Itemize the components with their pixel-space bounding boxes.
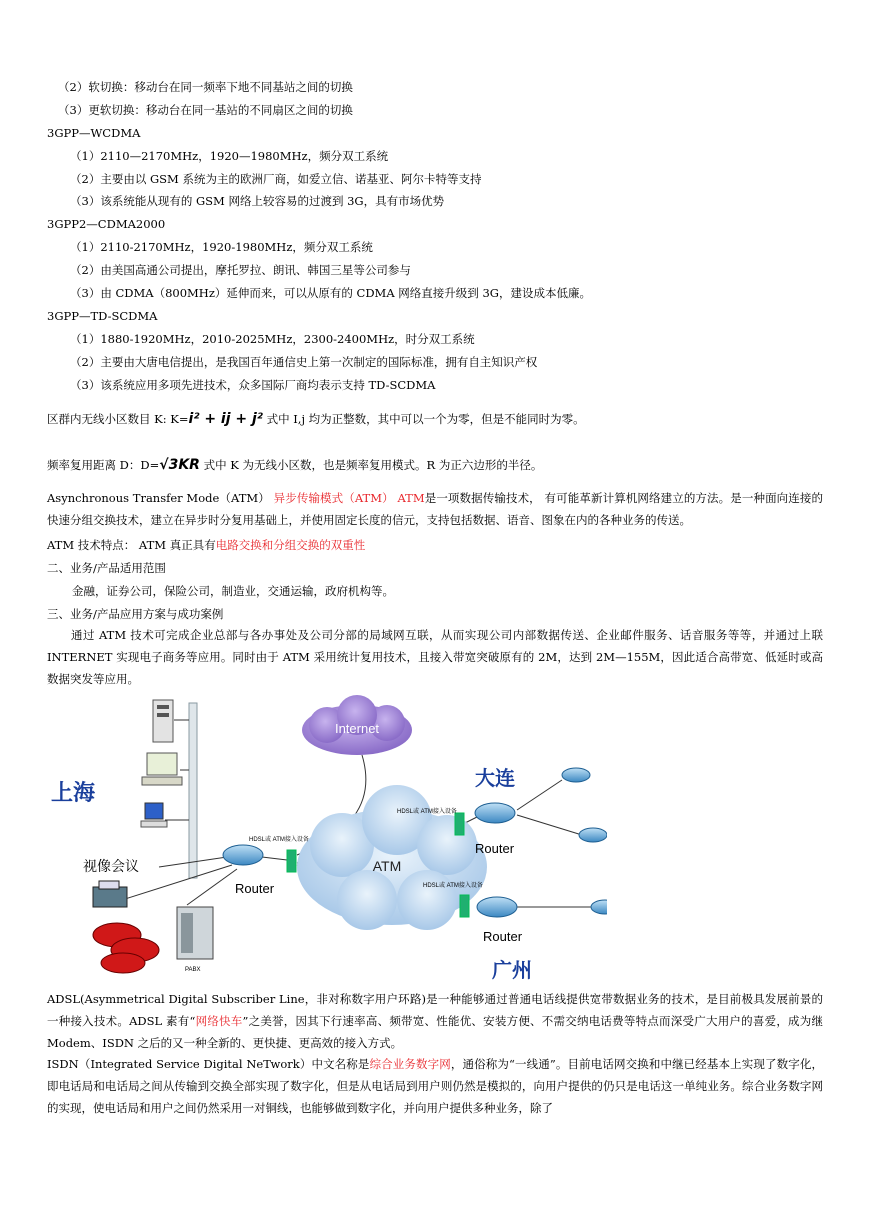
router-guangzhou-label: Router <box>483 929 523 944</box>
atm-network-diagram <box>47 695 607 985</box>
atm-description: 是一项数据传输技术， 有可能革新计算机网络建立的方法。是一种面向连接的快速分组交换技术，建立在异步时分复用基础上，并使用固定长度的信元，支持包括数据、语音、图象在内的各种业务的传送。 <box>47 491 824 527</box>
lan-backbone <box>189 703 197 878</box>
telephone-icon <box>93 923 159 973</box>
adsl-highlight: 网络快车 <box>195 1014 243 1028</box>
atm-term: Asynchronous Transfer Mode（ATM） <box>47 491 270 505</box>
formula-k-expr: i² + ij + j² <box>188 411 263 427</box>
pc-icon <box>141 803 167 827</box>
atm-features <box>47 537 365 553</box>
adsl-text-a: ADSL(Asymmetrical Digital Subscriber Line，非对称数字用户环路)是一种能够通过普通电话线提供宽带数据业务的技术，是目前极具发展前景的一种接入技术。ADSL 素有“ <box>47 992 823 1028</box>
pabx-label: PABX <box>185 967 201 973</box>
router-icon <box>223 845 263 865</box>
access-device-icon <box>455 813 464 835</box>
access-device-icon <box>460 895 469 917</box>
line-wcdma-2: （2）主要由以 GSM 系统为主的欧洲厂商，如爱立信、诺基亚、阿尔卡特等支持 <box>70 172 482 186</box>
adsl-paragraph <box>47 988 823 1054</box>
section-2-heading: 二、业务/产品适用范围 <box>47 561 166 575</box>
formula-d-line <box>47 457 542 473</box>
line-wcdma-3: （3）该系统能从现有的 GSM 网络上较容易的过渡到 3G，具有市场优势 <box>70 194 445 208</box>
video-conference-label: 视像会议 <box>83 858 139 874</box>
formula-k-prefix: 区群内无线小区数目 K: K= <box>47 412 189 426</box>
formula-k-suffix: 式中 I,j 均为正整数，其中可以一个为零，但是不能同时为零。 <box>262 412 585 426</box>
section-3-content: 通过 ATM 技术可完成企业总部与各办事处及公司分部的局域网互联，从而实现公司内部数据传送、企业邮件服务、话音服务等等，并通过上联 INTERNET 实现电子商务等应用。同时由于 ATM 采用统计复用技术，且接入带宽突破原有的 2M，达到 2M—155M，因此适合高带宽、低延时或高数据突发等应用。 <box>47 628 823 686</box>
heading-cdma2000: 3GPP2—CDMA2000 <box>47 217 166 231</box>
line-wcdma-1: （1）2110—2170MHz，1920—1980MHz，频分双工系统 <box>70 149 389 163</box>
atm-term-short: ATM <box>397 491 425 505</box>
section-3-heading: 三、业务/产品应用方案与成功案例 <box>47 607 224 621</box>
guangzhou-label: 广州 <box>492 960 532 982</box>
line-cdma2000-1: （1）2110-2170MHz，1920-1980MHz，频分双工系统 <box>70 240 373 254</box>
pabx-icon <box>177 907 213 959</box>
access-device-label-1: HDSL或 ATM接入设备 <box>249 837 309 843</box>
router-dalian-label: Router <box>475 841 515 856</box>
access-device-label-3: HDSL或 ATM接入设备 <box>423 883 483 889</box>
isdn-highlight: 综合业务数字网 <box>369 1057 451 1071</box>
line-tdscdma-1: （1）1880-1920MHz，2010-2025MHz，2300-2400MHz，时分双工系统 <box>70 332 475 346</box>
fax-icon <box>93 881 127 907</box>
router-icon <box>562 768 590 782</box>
router-main-label: Router <box>235 881 275 896</box>
formula-d-prefix: 频率复用距离 D：D= <box>47 458 160 472</box>
atm-cloud-label: ATM <box>372 858 402 874</box>
router-icon <box>477 897 517 917</box>
atm-features-label: ATM 技术特点： ATM 真正具有 <box>47 538 216 552</box>
line-soft-handoff: （2）软切换：移动台在同一频率下地不同基站之间的切换 <box>58 80 353 94</box>
server-icon <box>153 700 173 742</box>
atm-features-highlight: 电路交换和分组交换的双重性 <box>215 538 366 552</box>
router-icon <box>591 900 607 914</box>
internet-label: Internet <box>334 721 380 736</box>
section-2-content: 金融，证券公司，保险公司，制造业，交通运输，政府机构等。 <box>72 584 394 598</box>
line-tdscdma-3: （3）该系统应用多项先进技术，众多国际厂商均表示支持 TD-SCDMA <box>70 378 436 392</box>
heading-tdscdma: 3GPP—TD-SCDMA <box>47 309 158 323</box>
heading-wcdma: 3GPP—WCDMA <box>47 126 141 140</box>
adsl-text-c: ”之美誉，因其下行速率高、频带宽、性能优、安装方便、不需交纳电话费等特点而深受广大用户的喜爱，成为继 Modem、ISDN 之后的又一种全新的、更快捷、更高效的接入方式。 <box>47 1014 824 1050</box>
workstation-icon <box>142 753 182 785</box>
atm-definition <box>47 487 823 531</box>
access-device-icon <box>287 850 296 872</box>
atm-term-cn: 异步传输模式（ATM） <box>273 491 394 505</box>
line-softer-handoff: （3）更软切换：移动台在同一基站的不同扇区之间的切换 <box>58 103 353 117</box>
isdn-text-a: ISDN（Integrated Service Digital NeTwork）中文名称是 <box>47 1057 370 1071</box>
formula-d-expr: √3KR <box>159 457 200 473</box>
shanghai-label: 上海 <box>51 780 96 805</box>
router-icon <box>475 803 515 823</box>
dalian-label: 大连 <box>475 768 515 790</box>
isdn-text-c: ，通俗称为“一线通”。目前电话网交换和中继已经基本上实现了数字化，即电话局和电话局之间从传输到交换全部实现了数字化，但是从电话局到用户则仍然是模拟的，向用户提供的仍只是电话这一单纯业务。综合业务数字网的实现，使电话局和用户之间仍然采用一对铜线，也能够做到数字化，并向用户提供多种业务，除了 <box>47 1057 824 1115</box>
isdn-paragraph <box>47 1053 823 1119</box>
router-icon <box>579 828 607 842</box>
formula-k-line <box>47 411 585 427</box>
line-cdma2000-3: （3）由 CDMA（800MHz）延伸而来，可以从原有的 CDMA 网络直接升级到 3G，建设成本低廉。 <box>70 286 591 300</box>
formula-d-suffix: 式中 K 为无线小区数，也是频率复用模式。R 为正六边形的半径。 <box>199 458 543 472</box>
line-cdma2000-2: （2）由美国高通公司提出，摩托罗拉、朗讯、韩国三星等公司参与 <box>70 263 411 277</box>
line-tdscdma-2: （2）主要由大唐电信提出，是我国百年通信史上第一次制定的国际标准，拥有自主知识产权 <box>70 355 538 369</box>
access-device-label-2: HDSL或 ATM接入设备 <box>397 809 457 815</box>
